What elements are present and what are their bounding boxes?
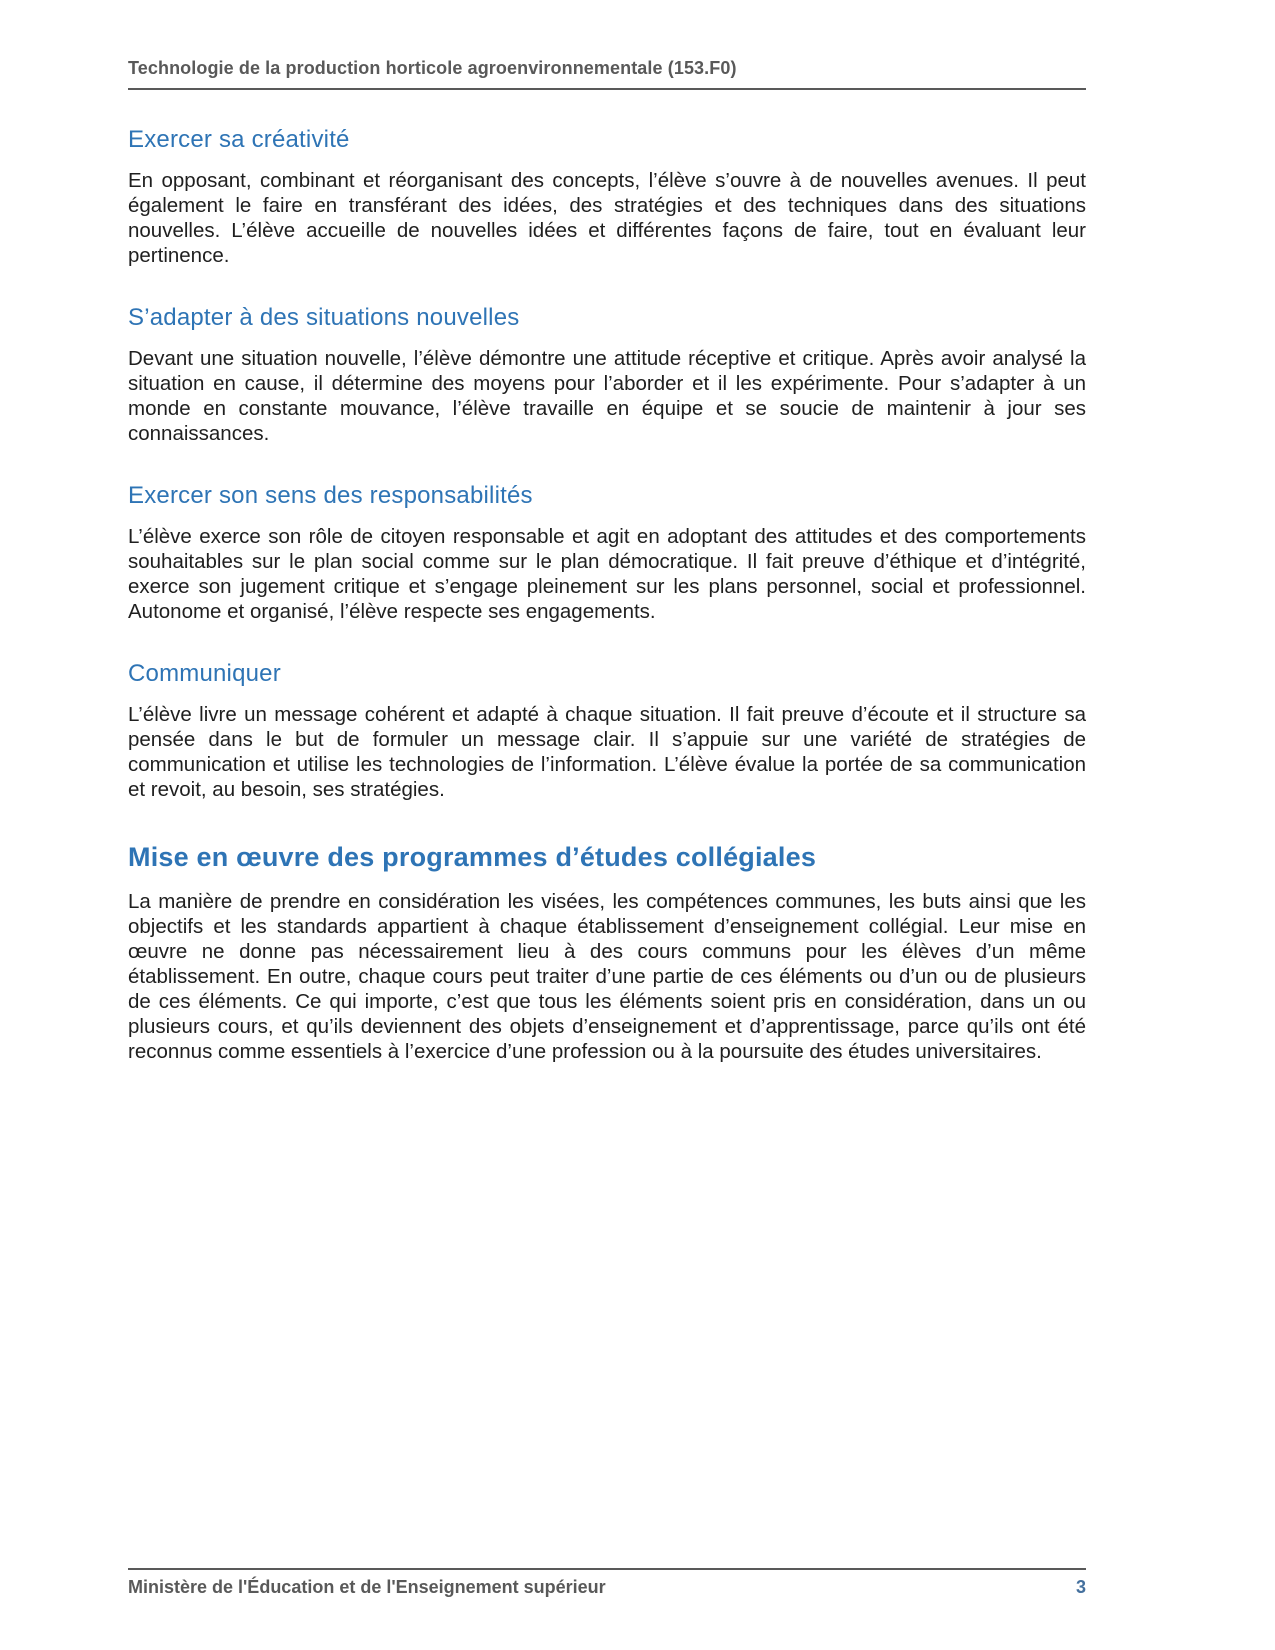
running-title: Technologie de la production horticole agroenvironnementale (153.F0) <box>128 58 737 78</box>
section-heading: Exercer sa créativité <box>128 126 350 153</box>
section-sens-des-responsabilites <box>128 482 1086 624</box>
section-communiquer <box>128 660 1086 802</box>
main-section-heading: Mise en œuvre des programmes d’études collégiales <box>128 842 817 872</box>
section-paragraph: En opposant, combinant et réorganisant des concepts, l’élève s’ouvre à de nouvelles avenues. Il peut également le faire en transférant des idées, des stratégies et des techniques dans des situations nouvelles. L’élève accueille de nouvelles idées et différentes façons de faire, tout en évaluant leur pertinence. <box>128 169 1086 267</box>
footer-title: Ministère de l'Éducation et de l'Enseignement supérieur <box>128 1577 606 1597</box>
section-heading: Exercer son sens des responsabilités <box>128 482 533 509</box>
section-paragraph: La manière de prendre en considération les visées, les compétences communes, les buts ainsi que les objectifs et les standards appartient à chaque établissement d’enseignement collégial. Leur mise en œuvre ne donne pas nécessairement lieu à des cours communs pour les élèves d’un même établissement. En outre, chaque cours peut traiter d’une partie de ces éléments ou d’un ou de plusieurs de ces éléments. Ce qui importe, c’est que tous les éléments soient pris en considération, dans un ou plusieurs cours, et qu’ils deviennent des objets d’enseignement et d’apprentissage, parce qu’ils ont été reconnus comme essentiels à l’exercice d’une profession ou à la poursuite des études universitaires. <box>128 890 1086 1063</box>
page-header <box>128 58 1086 90</box>
section-paragraph: Devant une situation nouvelle, l’élève démontre une attitude réceptive et critique. Après avoir analysé la situation en cause, il détermine des moyens pour l’aborder et il les expérimente. Pour s’adapter à un monde en constante mouvance, l’élève travaille en équipe et se soucie de maintenir à jour ses connaissances. <box>128 347 1086 445</box>
page-number: 3 <box>1075 1577 1086 1597</box>
section-exercer-sa-creativite <box>128 126 1086 268</box>
page-footer <box>128 1568 1086 1598</box>
section-heading: S’adapter à des situations nouvelles <box>128 304 520 331</box>
section-sadapter-situations-nouvelles <box>128 304 1086 446</box>
section-heading: Communiquer <box>128 660 281 687</box>
section-paragraph: L’élève exerce son rôle de citoyen responsable et agit en adoptant des attitudes et des comportements souhaitables sur le plan social comme sur le plan démocratique. Il fait preuve d’éthique et d’intégrité, exerce son jugement critique et s’engage pleinement sur les plans personnel, social et professionnel. Autonome et organisé, l’élève respecte ses engagements. <box>128 525 1086 623</box>
document-body <box>128 126 1086 1064</box>
section-paragraph: L’élève livre un message cohérent et adapté à chaque situation. Il fait preuve d’écoute et il structure sa pensée dans le but de formuler un message clair. Il s’appuie sur une variété de stratégies de communication et utilise les technologies de l’information. L’élève évalue la portée de sa communication et revoit, au besoin, ses stratégies. <box>128 703 1086 801</box>
section-mise-en-oeuvre <box>128 842 1086 1064</box>
